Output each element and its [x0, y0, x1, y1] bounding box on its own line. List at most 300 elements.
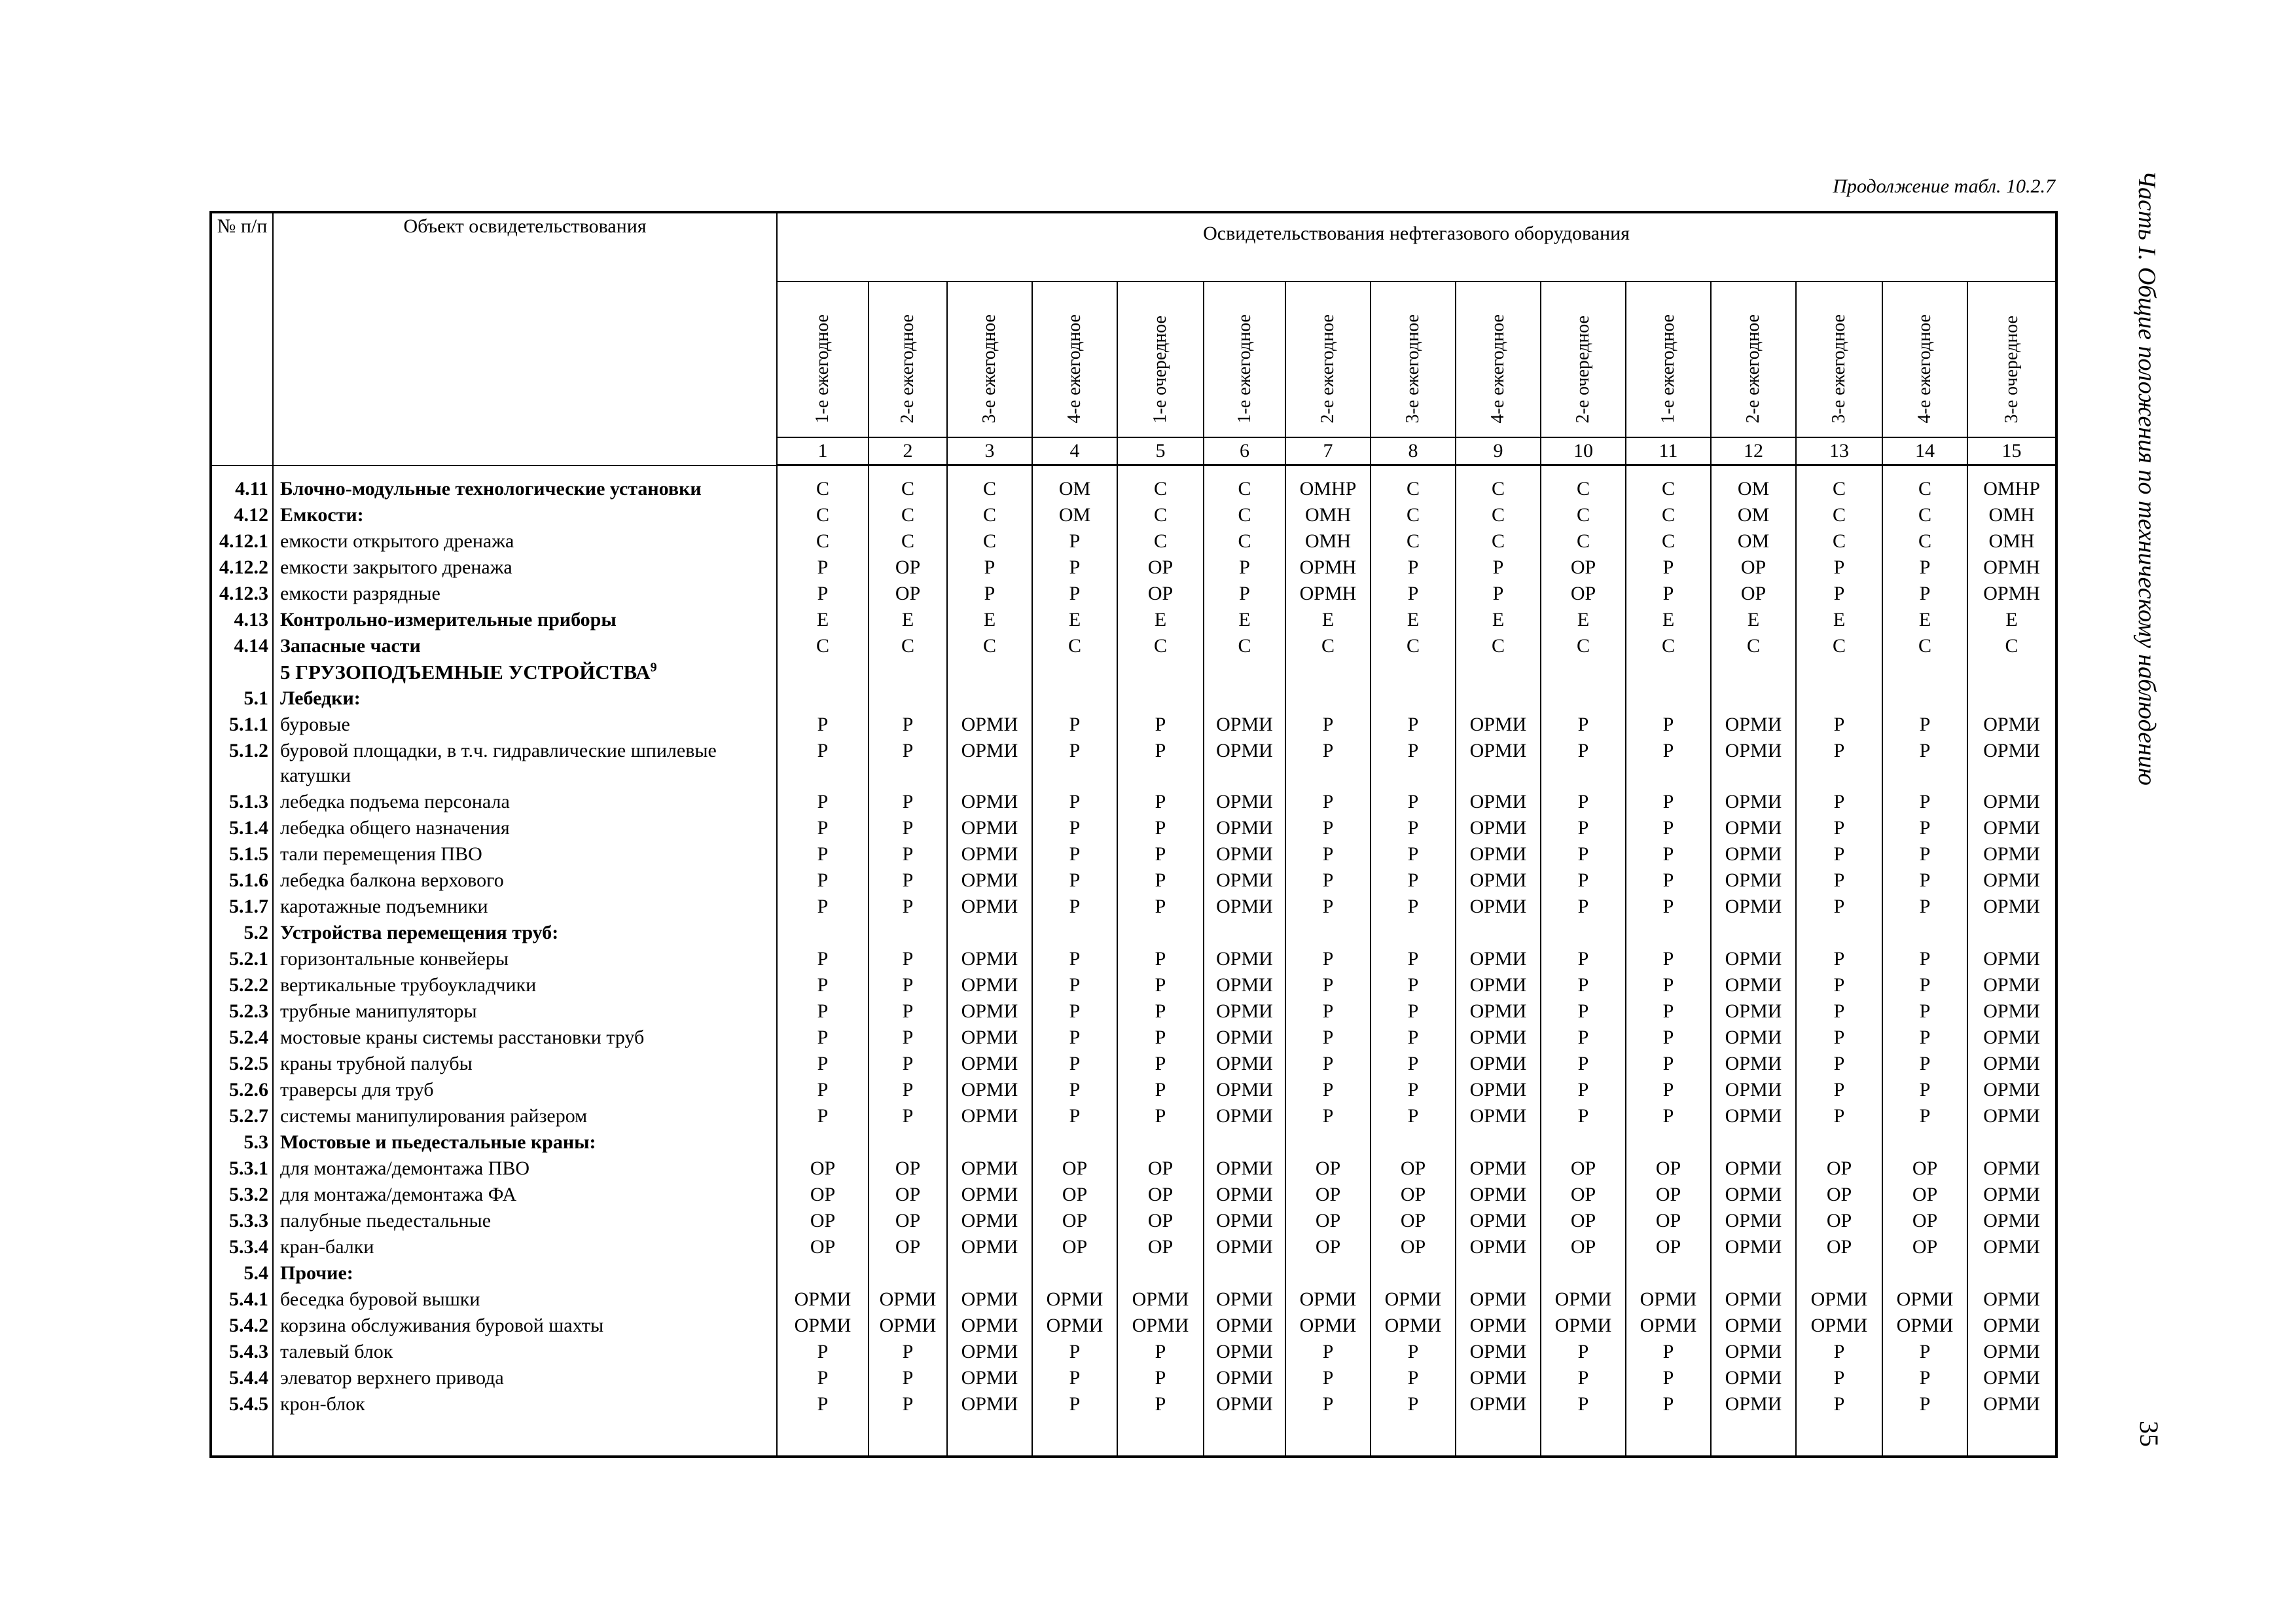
survey-cell: ОРМИ: [1032, 1313, 1117, 1339]
survey-cell: ОРМИ: [1204, 841, 1285, 867]
survey-cell: Р: [1032, 1391, 1117, 1417]
row-object: [273, 946, 777, 972]
survey-cell: Р: [1032, 1365, 1117, 1391]
survey-cell: ОРМИ: [947, 894, 1032, 920]
row-object: [273, 607, 777, 633]
survey-cell: ОМН: [1285, 502, 1371, 528]
survey-cell: Р: [1626, 998, 1711, 1025]
survey-cell: ОРМИ: [1711, 1051, 1796, 1077]
row-number: 4.12.1: [211, 528, 273, 555]
survey-cell: Р: [1032, 712, 1117, 738]
survey-cell: ОРМИ: [1204, 1365, 1285, 1391]
survey-cell: ОРМИ: [1541, 1286, 1626, 1313]
row-object: [273, 1129, 777, 1156]
table-row: [211, 1103, 2056, 1129]
survey-cell: Р: [1796, 1025, 1882, 1051]
survey-cell: ОРМИ: [1882, 1313, 1967, 1339]
survey-cell: ОРМИ: [947, 1286, 1032, 1313]
survey-cell: ОРМИ: [1204, 1313, 1285, 1339]
survey-cell: Р: [1882, 946, 1967, 972]
table-row: [211, 1025, 2056, 1051]
survey-cell: ОРМИ: [1204, 712, 1285, 738]
row-object: [273, 920, 777, 946]
survey-cell: Р: [1285, 1077, 1371, 1103]
survey-cell: Р: [1796, 867, 1882, 894]
header-object: Объект освидетельствования: [273, 212, 777, 465]
survey-cell: [1285, 1260, 1371, 1286]
table-row: [211, 1391, 2056, 1417]
survey-cell: ОРМИ: [947, 946, 1032, 972]
survey-cell: ОРМИ: [1711, 1313, 1796, 1339]
row-number: 5.1.5: [211, 841, 273, 867]
filler-cell: [869, 1417, 947, 1457]
survey-cell: ОМН: [1285, 528, 1371, 555]
survey-cell: Р: [1796, 555, 1882, 581]
survey-cell: ОРМИ: [947, 1391, 1032, 1417]
survey-cell: Р: [1371, 1103, 1456, 1129]
survey-cell: ОРМН: [1285, 555, 1371, 581]
survey-cell: ОР: [1541, 1208, 1626, 1234]
row-object: [273, 581, 777, 607]
survey-cell: ОРМИ: [1967, 1286, 2056, 1313]
survey-cell: Р: [1456, 555, 1541, 581]
survey-cell: Р: [1371, 1391, 1456, 1417]
row-object: [273, 1208, 777, 1234]
survey-cell: ОРМИ: [1456, 1182, 1541, 1208]
survey-cell: ОРМИ: [947, 867, 1032, 894]
table-row: [211, 1129, 2056, 1156]
survey-cell: ОР: [1796, 1156, 1882, 1182]
survey-cell: Р: [1371, 841, 1456, 867]
row-number: 5.3: [211, 1129, 273, 1156]
survey-cell: ОРМИ: [1711, 712, 1796, 738]
survey-cell: ОРМИ: [947, 1025, 1032, 1051]
row-object: [273, 528, 777, 555]
row-object-text: емкости разрядные: [280, 583, 440, 604]
table-row: [211, 867, 2056, 894]
survey-cell: Р: [1626, 581, 1711, 607]
survey-cell: С: [1117, 528, 1204, 555]
survey-cell: Р: [1117, 867, 1204, 894]
header-survey-type-label: 3-е ежегодное: [1829, 314, 1849, 424]
header-survey-type: [1882, 282, 1967, 437]
survey-cell: Р: [1117, 1051, 1204, 1077]
survey-cell: Р: [869, 789, 947, 815]
survey-cell: ОРМИ: [1967, 1313, 2056, 1339]
filler-cell: [1882, 1417, 1967, 1457]
survey-cell: [869, 920, 947, 946]
survey-cell: ОМНР: [1967, 465, 2056, 503]
header-survey-type-label: 4-е ежегодное: [1914, 314, 1935, 424]
survey-cell: Р: [1117, 946, 1204, 972]
survey-cell: Р: [869, 867, 947, 894]
survey-cell: С: [1711, 633, 1796, 659]
survey-cell: Р: [1882, 867, 1967, 894]
row-number: 5.1.3: [211, 789, 273, 815]
survey-cell: Р: [869, 738, 947, 789]
survey-cell: Р: [1626, 555, 1711, 581]
survey-cell: Р: [1882, 998, 1967, 1025]
survey-cell: ОРМИ: [1204, 1208, 1285, 1234]
header-column-number: 8: [1371, 437, 1456, 465]
table-row: [211, 998, 2056, 1025]
survey-cell: ОРМИ: [1967, 789, 2056, 815]
header-column-number: 14: [1882, 437, 1967, 465]
survey-cell: Р: [869, 1365, 947, 1391]
row-object-text: кран-балки: [280, 1236, 374, 1258]
survey-cell: Р: [1882, 712, 1967, 738]
row-object-text: палубные пьедестальные: [280, 1210, 492, 1231]
survey-cell: Р: [1626, 1077, 1711, 1103]
survey-cell: Р: [1541, 867, 1626, 894]
survey-cell: [1541, 1260, 1626, 1286]
survey-cell: ОРМИ: [1456, 1025, 1541, 1051]
survey-cell: [1032, 1129, 1117, 1156]
header-survey-type-label: 2-е ежегодное: [897, 314, 918, 424]
survey-cell: Р: [777, 581, 869, 607]
survey-cell: Р: [1117, 1077, 1204, 1103]
survey-cell: Р: [1882, 894, 1967, 920]
survey-cell: Р: [1117, 841, 1204, 867]
row-object-text: крон-блок: [280, 1393, 365, 1415]
header-survey-type: [869, 282, 947, 437]
survey-cell: ОР: [1541, 581, 1626, 607]
survey-cell: [1456, 659, 1541, 685]
survey-cell: ОРМИ: [1456, 1391, 1541, 1417]
survey-cell: ОРМИ: [1456, 867, 1541, 894]
survey-cell: ОРМИ: [1967, 867, 2056, 894]
survey-cell: [1796, 920, 1882, 946]
survey-cell: ОРМИ: [1541, 1313, 1626, 1339]
survey-cell: С: [1541, 528, 1626, 555]
survey-cell: [1626, 1129, 1711, 1156]
header-survey-type: [1456, 282, 1541, 437]
survey-cell: Р: [1796, 972, 1882, 998]
survey-cell: ОР: [869, 1182, 947, 1208]
survey-cell: ОРМИ: [1456, 841, 1541, 867]
survey-cell: Р: [1371, 581, 1456, 607]
header-survey-type: [1285, 282, 1371, 437]
row-number: 5.2.5: [211, 1051, 273, 1077]
survey-cell: ОРМИ: [777, 1286, 869, 1313]
survey-cell: С: [1117, 465, 1204, 503]
survey-cell: [1117, 1129, 1204, 1156]
survey-cell: Е: [777, 607, 869, 633]
survey-cell: С: [1796, 633, 1882, 659]
survey-cell: ОРМИ: [1711, 894, 1796, 920]
header-survey-type-label: 3-е очередное: [2001, 316, 2022, 424]
table-row: [211, 972, 2056, 998]
survey-cell: ОРМИ: [1967, 1025, 2056, 1051]
row-object-text: емкости закрытого дренажа: [280, 556, 512, 578]
row-number: 5.1.6: [211, 867, 273, 894]
survey-cell: [1882, 1129, 1967, 1156]
survey-cell: [1796, 685, 1882, 712]
survey-cell: Р: [869, 1339, 947, 1365]
header-column-number: 1: [777, 437, 869, 465]
row-number: 4.11: [211, 465, 273, 503]
survey-cell: Р: [1541, 972, 1626, 998]
survey-cell: Р: [1371, 1051, 1456, 1077]
survey-cell: Р: [777, 972, 869, 998]
survey-cell: [947, 659, 1032, 685]
survey-cell: ОРМИ: [1711, 738, 1796, 789]
survey-cell: С: [1456, 465, 1541, 503]
survey-cell: [1456, 920, 1541, 946]
survey-cell: ОРМИ: [947, 1234, 1032, 1260]
survey-cell: С: [1882, 465, 1967, 503]
survey-cell: ОР: [1117, 1156, 1204, 1182]
survey-cell: Е: [1371, 607, 1456, 633]
row-object-text: вертикальные трубоукладчики: [280, 974, 537, 996]
table-row: [211, 1234, 2056, 1260]
survey-cell: [869, 1260, 947, 1286]
survey-cell: Р: [777, 789, 869, 815]
row-object: [273, 1182, 777, 1208]
survey-cell: ОРМИ: [1711, 1025, 1796, 1051]
survey-cell: Р: [1541, 946, 1626, 972]
row-object: [273, 1286, 777, 1313]
survey-cell: ОРМИ: [1285, 1313, 1371, 1339]
survey-cell: Р: [1371, 1077, 1456, 1103]
survey-cell: Р: [1117, 1365, 1204, 1391]
survey-cell: Р: [777, 1103, 869, 1129]
filler-cell: [947, 1417, 1032, 1457]
row-number: 5.1.4: [211, 815, 273, 841]
survey-cell: Р: [1285, 1391, 1371, 1417]
filler-cell: [1285, 1417, 1371, 1457]
survey-cell: С: [1626, 465, 1711, 503]
continuation-caption: Продолжение табл. 10.2.7: [1833, 175, 2055, 197]
side-title: [2121, 170, 2173, 864]
survey-cell: С: [1456, 528, 1541, 555]
header-survey-type-label: 2-е ежегодное: [1743, 314, 1763, 424]
survey-cell: С: [1541, 502, 1626, 528]
survey-cell: ОРМИ: [1204, 1077, 1285, 1103]
survey-cell: ОРМИ: [947, 1313, 1032, 1339]
survey-cell: ОРМИ: [1882, 1286, 1967, 1313]
row-object: [273, 555, 777, 581]
survey-cell: Р: [1371, 1025, 1456, 1051]
survey-cell: ОРМИ: [947, 972, 1032, 998]
row-object-text: лебедка подъема персонала: [280, 791, 510, 812]
header-column-number: 15: [1967, 437, 2056, 465]
survey-cell: Р: [777, 738, 869, 789]
survey-cell: ОРМИ: [1204, 894, 1285, 920]
survey-cell: ОР: [1032, 1156, 1117, 1182]
survey-cell: ОРМИ: [1967, 1234, 2056, 1260]
survey-cell: С: [777, 465, 869, 503]
survey-cell: Е: [947, 607, 1032, 633]
row-number: 5.1.7: [211, 894, 273, 920]
survey-cell: Р: [1032, 789, 1117, 815]
row-number: 4.12.2: [211, 555, 273, 581]
row-number: 5.1: [211, 685, 273, 712]
survey-cell: Е: [1456, 607, 1541, 633]
survey-cell: Р: [1032, 894, 1117, 920]
survey-cell: [1541, 920, 1626, 946]
survey-cell: Р: [869, 841, 947, 867]
row-number: 5.2.7: [211, 1103, 273, 1129]
row-object: [273, 685, 777, 712]
row-object-text: 5 ГРУЗОПОДЪЕМНЫЕ УСТРОЙСТВА: [280, 661, 651, 684]
survey-cell: [1285, 685, 1371, 712]
survey-cell: [1711, 1129, 1796, 1156]
survey-cell: Р: [1371, 1339, 1456, 1365]
survey-cell: ОРМН: [1967, 581, 2056, 607]
filler-cell: [1967, 1417, 2056, 1457]
survey-cell: [1371, 685, 1456, 712]
header-column-number: 2: [869, 437, 947, 465]
survey-cell: [1032, 920, 1117, 946]
survey-cell: [1371, 1260, 1456, 1286]
survey-cell: Р: [1371, 1365, 1456, 1391]
survey-cell: С: [777, 502, 869, 528]
survey-cell: [1204, 685, 1285, 712]
survey-cell: ОР: [1882, 1156, 1967, 1182]
survey-cell: [1711, 659, 1796, 685]
survey-cell: Р: [1796, 789, 1882, 815]
survey-cell: ОМН: [1967, 528, 2056, 555]
survey-cell: ОРМИ: [869, 1286, 947, 1313]
table-row: [211, 1365, 2056, 1391]
survey-cell: Р: [1882, 555, 1967, 581]
survey-cell: Р: [1456, 581, 1541, 607]
survey-cell: С: [1541, 465, 1626, 503]
survey-cell: Р: [1285, 894, 1371, 920]
survey-cell: ОРМИ: [1711, 1156, 1796, 1182]
row-object: [273, 867, 777, 894]
survey-cell: ОРМИ: [1456, 894, 1541, 920]
row-object: [273, 738, 777, 789]
survey-cell: ОМНР: [1285, 465, 1371, 503]
survey-cell: С: [1204, 528, 1285, 555]
survey-cell: Р: [869, 712, 947, 738]
row-number: 5.2: [211, 920, 273, 946]
survey-cell: [1204, 1260, 1285, 1286]
survey-cell: Р: [1882, 841, 1967, 867]
survey-cell: Р: [1626, 1391, 1711, 1417]
survey-cell: Р: [1796, 1103, 1882, 1129]
header-survey-type-label: 1-е ежегодное: [812, 314, 833, 424]
row-number: 5.2.1: [211, 946, 273, 972]
row-object: [273, 1051, 777, 1077]
survey-cell: ОР: [1285, 1156, 1371, 1182]
survey-cell: ОРМИ: [1456, 815, 1541, 841]
row-number: 5.4.1: [211, 1286, 273, 1313]
survey-cell: Р: [1285, 1051, 1371, 1077]
survey-cell: ОР: [869, 1156, 947, 1182]
survey-cell: [1285, 659, 1371, 685]
table-row: [211, 528, 2056, 555]
survey-cell: [1204, 920, 1285, 946]
row-object: [273, 894, 777, 920]
row-number: 4.14: [211, 633, 273, 659]
row-object-text: талевый блок: [280, 1341, 393, 1362]
survey-cell: [1967, 1129, 2056, 1156]
header-num: № п/п: [211, 212, 273, 465]
survey-cell: [1541, 1129, 1626, 1156]
survey-cell: ОРМИ: [1626, 1313, 1711, 1339]
row-object-text: траверсы для труб: [280, 1079, 434, 1101]
survey-cell: С: [869, 502, 947, 528]
survey-cell: Р: [1626, 738, 1711, 789]
survey-cell: Р: [1541, 789, 1626, 815]
survey-cell: ОР: [1032, 1182, 1117, 1208]
survey-cell: [1626, 1260, 1711, 1286]
row-object-text: Лебедки:: [280, 687, 361, 709]
survey-cell: Р: [1541, 998, 1626, 1025]
survey-cell: Р: [777, 1391, 869, 1417]
row-object: [273, 502, 777, 528]
survey-cell: Р: [1882, 1077, 1967, 1103]
row-object-text: системы манипулирования райзером: [280, 1105, 588, 1127]
survey-cell: ОМ: [1711, 465, 1796, 503]
survey-cell: ОРМИ: [1711, 1182, 1796, 1208]
survey-cell: С: [1456, 633, 1541, 659]
row-object-text: Запасные части: [280, 635, 421, 657]
survey-cell: ОР: [1796, 1234, 1882, 1260]
survey-cell: ОРМИ: [1967, 815, 2056, 841]
survey-cell: Р: [1117, 894, 1204, 920]
survey-cell: Р: [1626, 712, 1711, 738]
survey-cell: Р: [1626, 894, 1711, 920]
survey-cell: [1796, 1260, 1882, 1286]
header-column-number: 5: [1117, 437, 1204, 465]
survey-cell: С: [947, 502, 1032, 528]
survey-cell: ОРМИ: [1117, 1313, 1204, 1339]
survey-cell: [1541, 685, 1626, 712]
survey-cell: С: [1117, 502, 1204, 528]
row-object: [273, 712, 777, 738]
row-object: [273, 972, 777, 998]
survey-cell: [1882, 920, 1967, 946]
row-object-text: беседка буровой вышки: [280, 1288, 480, 1310]
header-survey-type-label: 2-е очередное: [1573, 316, 1593, 424]
survey-cell: [947, 685, 1032, 712]
survey-cell: ОРМИ: [1285, 1286, 1371, 1313]
survey-cell: [1711, 685, 1796, 712]
header-survey-type-label: 1-е очередное: [1150, 316, 1170, 424]
survey-cell: ОРМИ: [1204, 1156, 1285, 1182]
survey-cell: Р: [1285, 1365, 1371, 1391]
table-row: [211, 607, 2056, 633]
survey-cell: Р: [1882, 815, 1967, 841]
survey-cell: ОРМИ: [947, 1182, 1032, 1208]
survey-cell: [1456, 1129, 1541, 1156]
survey-cell: Р: [777, 998, 869, 1025]
survey-cell: Р: [777, 1077, 869, 1103]
survey-cell: С: [947, 633, 1032, 659]
survey-cell: Е: [1032, 607, 1117, 633]
table-row: [211, 581, 2056, 607]
survey-cell: [1204, 1129, 1285, 1156]
row-object-text: Емкости:: [280, 504, 364, 526]
row-object-text: элеватор верхнего привода: [280, 1367, 504, 1389]
survey-cell: Р: [869, 998, 947, 1025]
survey-cell: Р: [1541, 1391, 1626, 1417]
survey-cell: Р: [1117, 1339, 1204, 1365]
survey-cell: ОР: [1711, 581, 1796, 607]
survey-cell: ОРМИ: [1711, 998, 1796, 1025]
survey-cell: ОР: [1117, 555, 1204, 581]
survey-cell: Р: [1626, 867, 1711, 894]
survey-cell: Р: [869, 1391, 947, 1417]
survey-cell: С: [1626, 528, 1711, 555]
survey-cell: ОР: [1882, 1182, 1967, 1208]
survey-cell: Р: [1117, 712, 1204, 738]
row-object-text: буровые: [280, 714, 350, 735]
